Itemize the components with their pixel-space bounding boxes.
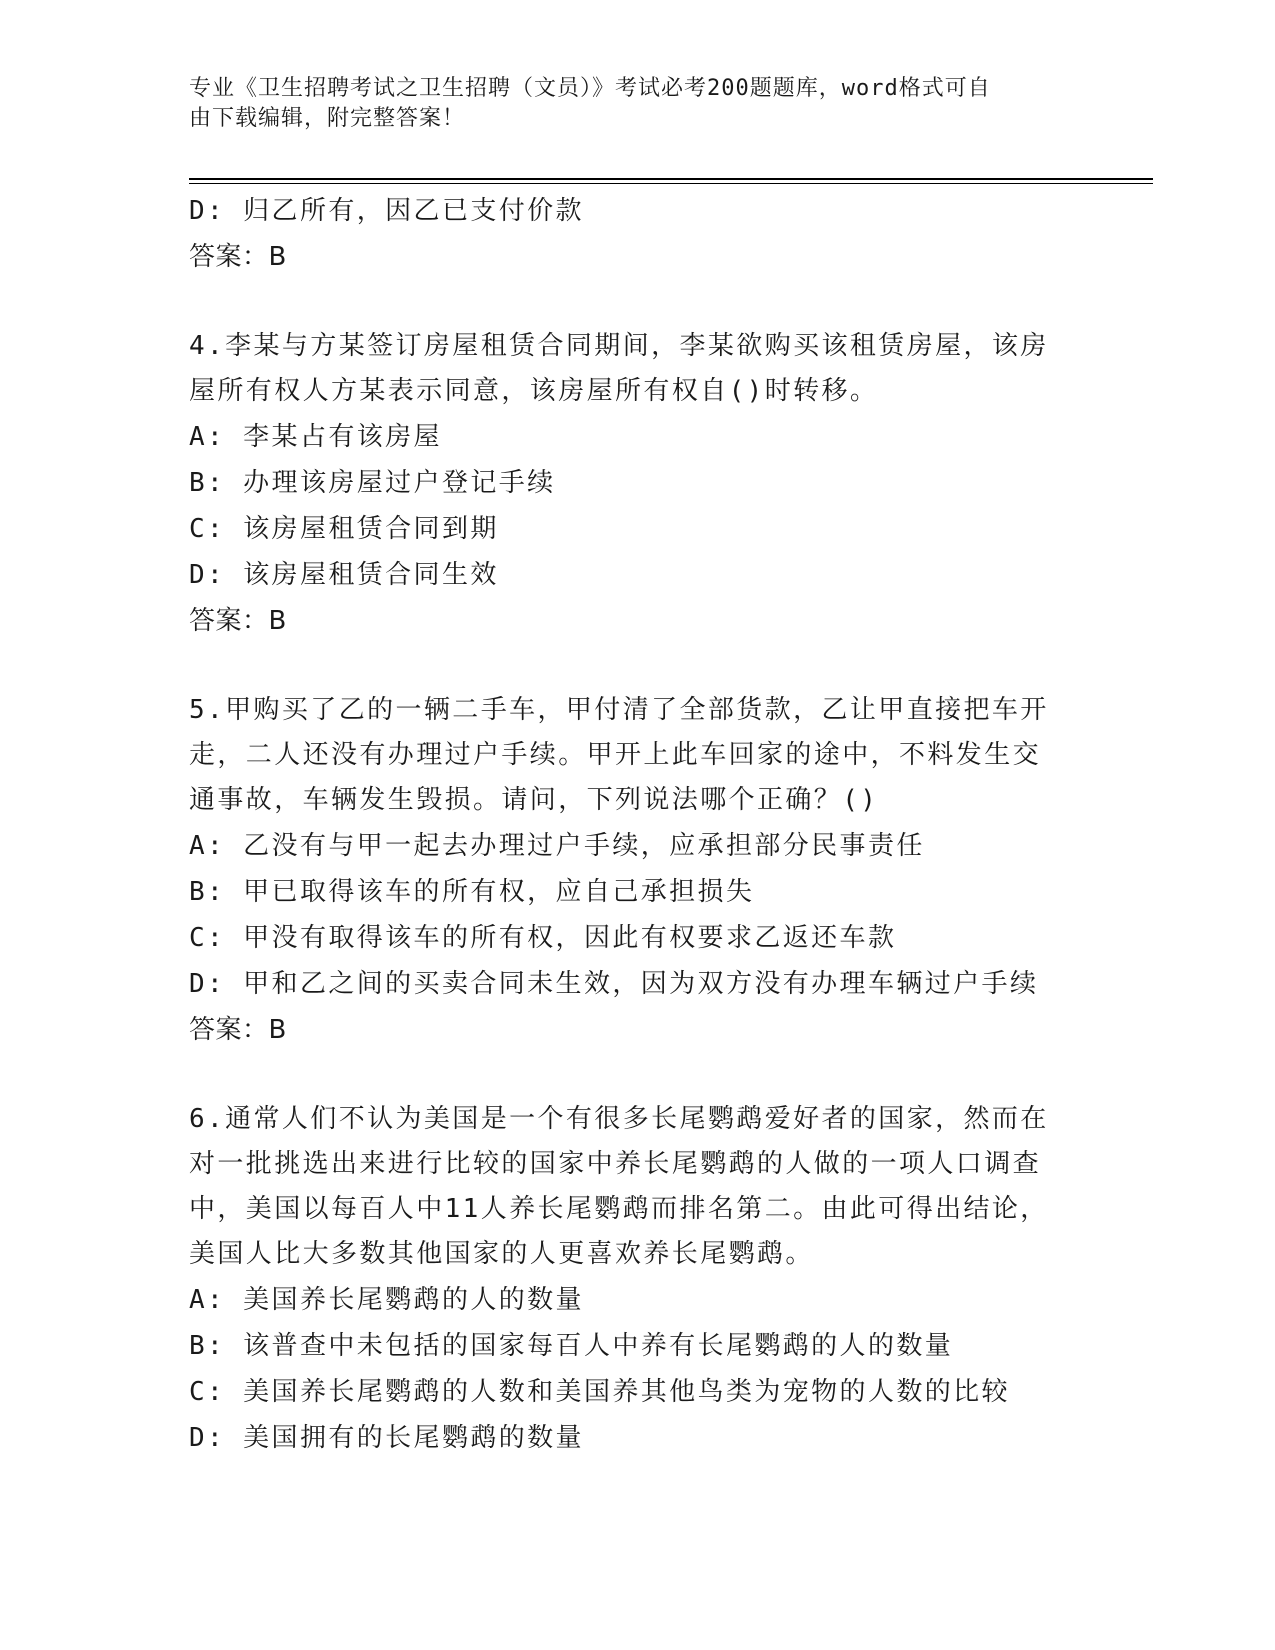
- option-d: D: 归乙所有，因乙已支付价款: [189, 196, 584, 226]
- question-6: [189, 1097, 1089, 1461]
- header-divider-thin: [189, 183, 1153, 184]
- question-line: 5.甲购买了乙的一辆二手车，甲付清了全部货款，乙让甲直接把车开: [189, 695, 1049, 725]
- option-d: D: 美国拥有的长尾鹦鹉的数量: [189, 1423, 584, 1453]
- question-text: [189, 1097, 1089, 1277]
- question-line: 4.李某与方某签订房屋租赁合同期间，李某欲购买该租赁房屋，该房: [189, 331, 1049, 361]
- question-text: [189, 324, 1089, 414]
- question-line: 美国人比大多数其他国家的人更喜欢养长尾鹦鹉。: [189, 1239, 814, 1269]
- answer-line: 答案：B: [189, 1015, 287, 1045]
- option-d: D: 甲和乙之间的买卖合同未生效，因为双方没有办理车辆过户手续: [189, 969, 1039, 999]
- answer-line: 答案：B: [189, 606, 287, 636]
- option-c: C: 该房屋租赁合同到期: [189, 514, 499, 544]
- spacer: [189, 644, 1089, 688]
- document-body: [189, 188, 1089, 1461]
- spacer: [189, 1053, 1089, 1097]
- question-4: [189, 324, 1089, 644]
- header-line-1: 专业《卫生招聘考试之卫生招聘（文员）》考试必考200题题库，word格式可自: [189, 76, 991, 101]
- header-line-2: 由下载编辑，附完整答案！: [189, 106, 466, 131]
- question-line: 中，美国以每百人中11人养长尾鹦鹉而排名第二。由此可得出结论，: [189, 1194, 1049, 1224]
- header-divider-thick: [189, 178, 1153, 180]
- option-d: D: 该房屋租赁合同生效: [189, 560, 499, 590]
- option-b: B: 办理该房屋过户登记手续: [189, 468, 556, 498]
- option-b: B: 甲已取得该车的所有权，应自己承担损失: [189, 877, 755, 907]
- question-line: 走，二人还没有办理过户手续。甲开上此车回家的途中，不料发生交: [189, 740, 1042, 770]
- question-line: 对一批挑选出来进行比较的国家中养长尾鹦鹉的人做的一项人口调查: [189, 1149, 1042, 1179]
- option-c: C: 美国养长尾鹦鹉的人数和美国养其他鸟类为宠物的人数的比较: [189, 1377, 1010, 1407]
- spacer: [189, 280, 1089, 324]
- option-b: B: 该普查中未包括的国家每百人中养有长尾鹦鹉的人的数量: [189, 1331, 954, 1361]
- answer-line: 答案：B: [189, 242, 287, 272]
- question-line: 通事故，车辆发生毁损。请问，下列说法哪个正确？(): [189, 785, 879, 815]
- option-a: A: 乙没有与甲一起去办理过户手续，应承担部分民事责任: [189, 831, 925, 861]
- question-line: 屋所有权人方某表示同意，该房屋所有权自()时转移。: [189, 376, 879, 406]
- option-c: C: 甲没有取得该车的所有权，因此有权要求乙返还车款: [189, 923, 897, 953]
- page-header: [189, 74, 1069, 134]
- question-5: [189, 688, 1089, 1053]
- option-a: A: 美国养长尾鹦鹉的人的数量: [189, 1285, 584, 1315]
- question-text: [189, 688, 1089, 823]
- option-a: A: 李某占有该房屋: [189, 422, 442, 452]
- question-line: 6.通常人们不认为美国是一个有很多长尾鹦鹉爱好者的国家，然而在: [189, 1104, 1049, 1134]
